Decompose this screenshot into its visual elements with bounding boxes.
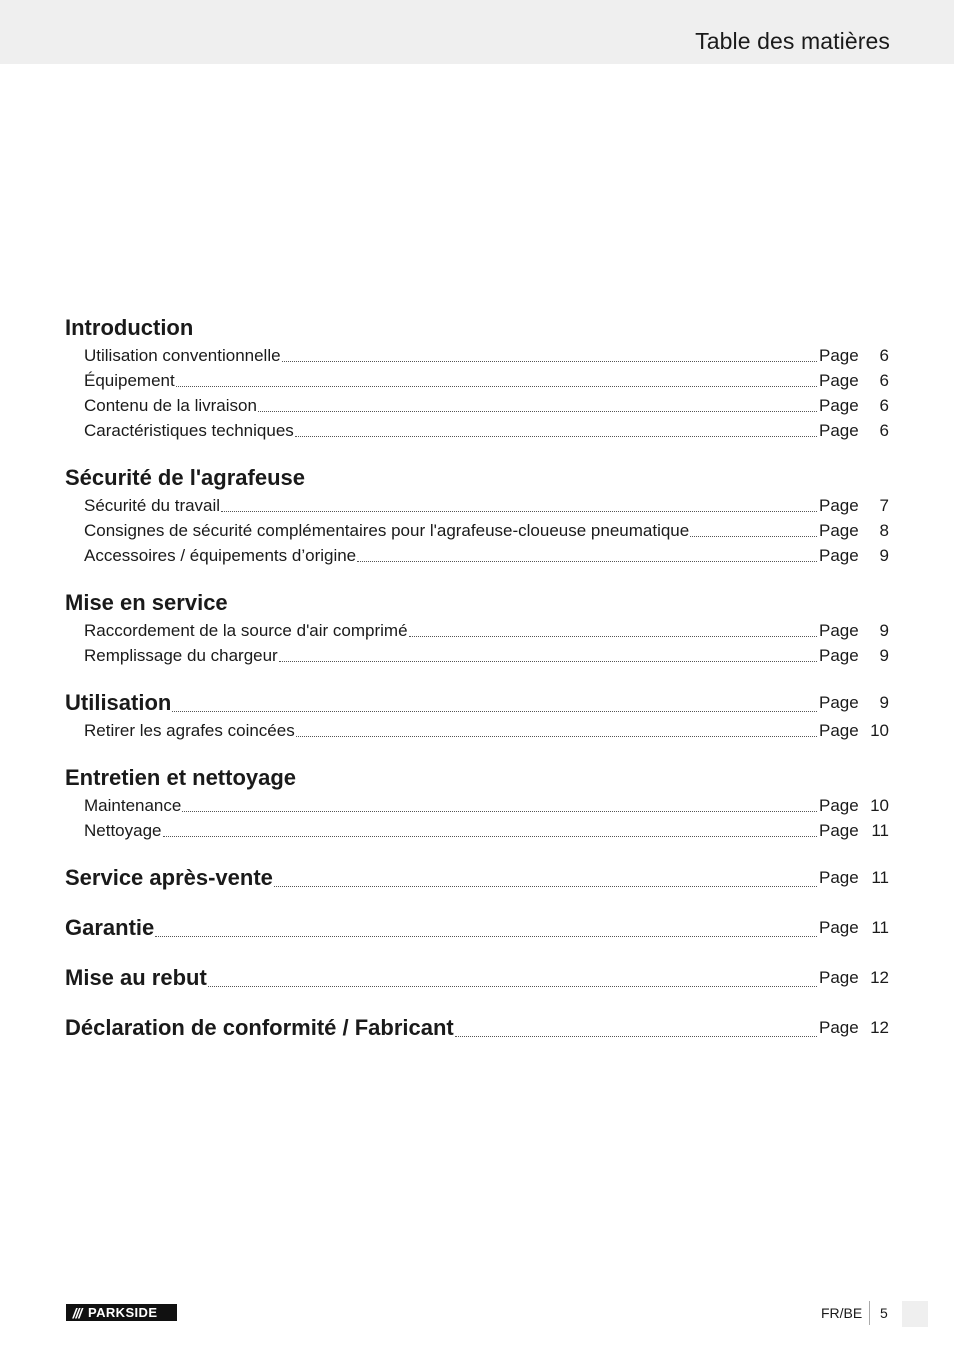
toc-entry[interactable] — [65, 718, 889, 743]
entry-label: Consignes de sécurité complémentaires pour l'agrafeuse-cloueuse pneumatique — [84, 521, 690, 540]
dot-leader — [690, 536, 817, 537]
section-gap — [65, 568, 889, 588]
logo-slashes: /// — [72, 1304, 82, 1321]
entry-label: Contenu de la livraison — [84, 396, 257, 415]
entry-label: Caractéristiques techniques — [84, 421, 294, 440]
section-heading: Sécurité de l'agrafeuse — [65, 465, 306, 490]
section-gap — [65, 993, 889, 1013]
entry-label: Utilisation conventionnelle — [84, 346, 281, 365]
entry-label: Retirer les agrafes coincées — [84, 721, 295, 740]
section-heading: Mise en service — [65, 590, 228, 615]
dot-leader — [172, 711, 817, 712]
dot-leader — [357, 561, 817, 562]
page-number: 12 — [870, 1018, 889, 1037]
entry-label: Sécurité du travail — [84, 496, 221, 515]
page-number: 6 — [879, 346, 889, 365]
toc-section — [65, 843, 889, 893]
section-gap — [65, 843, 889, 863]
dot-leader — [155, 936, 817, 937]
page-word: Page — [819, 646, 859, 665]
dot-leader — [296, 736, 817, 737]
entry-label: Maintenance — [84, 796, 182, 815]
page-word: Page — [819, 721, 859, 740]
toc-entry[interactable] — [65, 643, 889, 668]
section-heading-row — [65, 763, 889, 793]
section-gap — [65, 743, 889, 763]
page-number: 6 — [879, 421, 889, 440]
toc-entry[interactable] — [65, 493, 889, 518]
page-number: 11 — [871, 918, 889, 937]
dot-leader — [182, 811, 817, 812]
page-word: Page — [819, 496, 859, 515]
page-number: 6 — [879, 396, 889, 415]
toc-main-entry[interactable] — [65, 1013, 889, 1043]
page-number: 9 — [879, 646, 889, 665]
entry-label: Mise au rebut — [65, 965, 207, 990]
toc-section — [65, 568, 889, 668]
toc-section — [65, 893, 889, 943]
toc-entry[interactable] — [65, 343, 889, 368]
dot-leader — [208, 986, 817, 987]
dot-leader — [176, 386, 817, 387]
toc-entry[interactable] — [65, 543, 889, 568]
dot-leader — [295, 436, 817, 437]
dot-leader — [163, 836, 818, 837]
dot-leader — [409, 636, 817, 637]
footer-page-number: 5 — [880, 1305, 888, 1321]
toc-section — [65, 943, 889, 993]
dot-leader — [455, 1036, 817, 1037]
page-number: 11 — [871, 868, 889, 887]
page-word: Page — [819, 346, 859, 365]
page-number: 10 — [870, 721, 889, 740]
toc-entry[interactable] — [65, 418, 889, 443]
toc-main-entry[interactable] — [65, 913, 889, 943]
dot-leader — [279, 661, 817, 662]
section-gap — [65, 443, 889, 463]
section-gap — [65, 668, 889, 688]
section-heading-row — [65, 313, 889, 343]
section-heading: Introduction — [65, 315, 194, 340]
page-number: 7 — [879, 496, 889, 515]
footer-divider — [869, 1301, 870, 1325]
page-number: 10 — [870, 796, 889, 815]
entry-label: Déclaration de conformité / Fabricant — [65, 1015, 454, 1040]
toc-section — [65, 993, 889, 1043]
entry-label: Nettoyage — [84, 821, 162, 840]
page-word: Page — [819, 421, 859, 440]
toc-entry[interactable] — [65, 818, 889, 843]
page-word: Page — [819, 693, 859, 712]
page-title: Table des matières — [695, 28, 890, 54]
page-number: 6 — [879, 371, 889, 390]
entry-label: Raccordement de la source d'air comprimé — [84, 621, 408, 640]
dot-leader — [258, 411, 817, 412]
page-number: 12 — [870, 968, 889, 987]
page-word: Page — [819, 621, 859, 640]
page-number: 11 — [871, 821, 889, 840]
toc-section — [65, 668, 889, 743]
toc-main-entry[interactable] — [65, 863, 889, 893]
page-word: Page — [819, 918, 859, 937]
page-number: 9 — [879, 546, 889, 565]
page-word: Page — [819, 796, 859, 815]
toc-section — [65, 743, 889, 843]
page-number: 9 — [879, 693, 889, 712]
entry-label: Garantie — [65, 915, 155, 940]
page-word: Page — [819, 1018, 859, 1037]
dot-leader — [274, 886, 817, 887]
dot-leader — [282, 361, 817, 362]
page-word: Page — [819, 821, 859, 840]
entry-label: Remplissage du chargeur — [84, 646, 278, 665]
toc-entry[interactable] — [65, 368, 889, 393]
dot-leader — [221, 511, 817, 512]
entry-label: Service après-vente — [65, 865, 273, 890]
section-heading-row — [65, 588, 889, 618]
table-of-contents — [65, 313, 889, 1043]
footer-language: FR/BE — [821, 1305, 863, 1321]
toc-entry[interactable] — [65, 793, 889, 818]
section-heading-row — [65, 463, 889, 493]
section-heading: Entretien et nettoyage — [65, 765, 297, 790]
page-word: Page — [819, 868, 859, 887]
section-gap — [65, 943, 889, 963]
toc-section — [65, 443, 889, 568]
toc-main-entry[interactable] — [65, 688, 889, 718]
page-word: Page — [819, 546, 859, 565]
page-number: 9 — [879, 621, 889, 640]
page-word: Page — [819, 521, 859, 540]
page-word: Page — [819, 371, 859, 390]
entry-label: Utilisation — [65, 690, 172, 715]
toc-entry[interactable] — [65, 618, 889, 643]
section-gap — [65, 893, 889, 913]
page-word: Page — [819, 968, 859, 987]
toc-section — [65, 313, 889, 443]
parkside-logo — [66, 1304, 177, 1321]
toc-main-entry[interactable] — [65, 963, 889, 993]
toc-entry[interactable] — [65, 393, 889, 418]
page-word: Page — [819, 396, 859, 415]
page-number: 8 — [879, 521, 889, 540]
footer-tab-marker — [902, 1301, 928, 1327]
entry-label: Équipement — [84, 371, 175, 390]
toc-entry[interactable] — [65, 518, 889, 543]
logo-text: PARKSIDE — [88, 1305, 158, 1320]
entry-label: Accessoires / équipements d’origine — [84, 546, 357, 565]
